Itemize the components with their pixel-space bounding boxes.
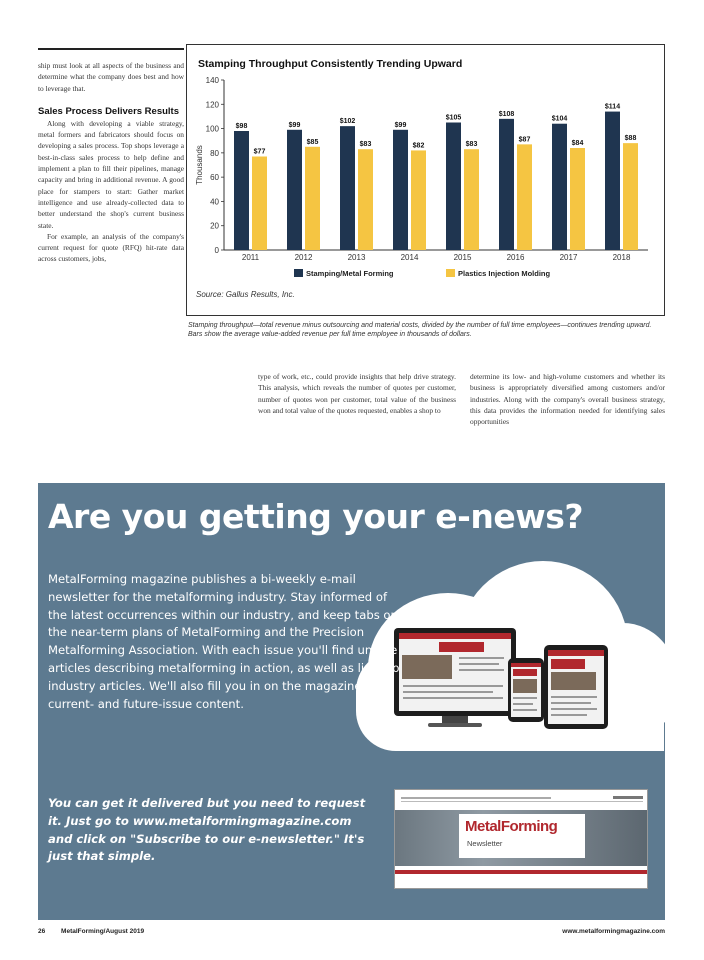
section-heading: Sales Process Delivers Results — [38, 105, 180, 117]
x-tick-label: 2014 — [400, 253, 419, 262]
bar-stamping — [605, 112, 620, 250]
data-label: $82 — [412, 142, 425, 150]
newsletter-logo-subtitle: Newsletter — [467, 839, 503, 848]
data-label: $99 — [394, 121, 407, 129]
ad-headline: Are you getting your e-news? — [48, 497, 583, 536]
data-label: $88 — [624, 135, 637, 143]
y-tick-label: 20 — [210, 221, 219, 231]
column-1-paragraph: For example, an analysis of the company's current request for quote (RFQ) hit-rate data across customers, jobs, — [38, 231, 184, 264]
data-label: $87 — [518, 136, 531, 144]
data-label: $85 — [306, 138, 319, 146]
data-label: $102 — [339, 118, 356, 126]
footer-website[interactable]: www.metalformingmagazine.com — [562, 928, 665, 935]
y-tick-label: 0 — [214, 246, 219, 255]
article-column-1 — [38, 60, 184, 265]
bar-stamping — [340, 126, 355, 250]
data-label: $77 — [253, 148, 266, 156]
bar-plastics — [411, 150, 426, 250]
legend-swatch-plastics — [446, 269, 455, 277]
bar-plastics — [517, 144, 532, 250]
y-tick-label: 60 — [210, 173, 219, 183]
data-label: $83 — [359, 141, 372, 149]
column-3-paragraph: determine its low- and high-volume customers and whether its business is appropriately diversified among customers and/or industries. Along with the company's overall business strategy, this data provides the information needed for identifying sales opportunities — [470, 372, 665, 427]
bar-plastics — [570, 148, 585, 250]
bar-chart — [190, 70, 660, 284]
data-label: $99 — [288, 121, 301, 129]
x-tick-label: 2012 — [294, 253, 313, 262]
data-label: $98 — [235, 123, 248, 130]
y-tick-label: 120 — [205, 100, 219, 110]
y-tick-label: 40 — [210, 197, 219, 207]
monitor-stand — [428, 723, 482, 727]
data-label: $105 — [445, 114, 462, 122]
desktop-monitor-image — [394, 628, 516, 716]
x-tick-label: 2015 — [453, 253, 472, 262]
data-label: $83 — [465, 141, 478, 149]
bar-stamping — [287, 130, 302, 250]
bar-stamping — [393, 130, 408, 250]
bar-stamping — [552, 124, 567, 250]
enews-advertisement[interactable] — [38, 483, 665, 920]
bar-stamping — [499, 119, 514, 250]
y-axis-label: Thousands — [195, 145, 204, 185]
bar-stamping — [446, 123, 461, 251]
ad-body-text — [48, 571, 408, 713]
data-label: $114 — [604, 103, 621, 111]
x-tick-label: 2017 — [559, 253, 578, 262]
top-rule — [38, 48, 184, 50]
y-tick-label: 100 — [205, 124, 219, 134]
ad-body: MetalForming magazine publishes a bi-weekly e-mail newsletter for the metalforming industry. Stay informed of the latest occurrences within our industry, and keep tabs on the near-term plans of MetalForming and the Precision Metalforming Association. With each issue you'll find unique articles describing metalforming in action, as well as links to industry articles. We'll also fill you in on the magazine's current- and future-issue content. — [48, 572, 400, 711]
figure-caption: Stamping throughput—total revenue minus outsourcing and material costs, divided by the number of full time employees—continues trending upward. Bars show the average value-added revenue per full time employee in thousands of dollars. — [188, 322, 652, 338]
newsletter-logo — [459, 814, 585, 858]
newsletter-preview-image — [394, 789, 648, 889]
tablet-image — [544, 645, 608, 729]
column-2-paragraph: type of work, etc., could provide insights that help drive strategy. This analysis, which reveals the number of quotes per customer, number of quotes won per customer, total value of the business won and total value of the quotes requested, enables a shop to — [258, 372, 456, 415]
x-tick-label: 2011 — [241, 253, 260, 262]
chart-source: Source: Gallus Results, Inc. — [196, 290, 295, 299]
x-tick-label: 2016 — [506, 253, 525, 262]
newsletter-logo-text: MetalForming — [465, 818, 558, 835]
data-label: $108 — [498, 110, 515, 118]
bar-stamping — [234, 131, 249, 250]
publication-name: MetalForming/August 2019 — [61, 928, 145, 935]
bar-plastics — [358, 149, 373, 250]
ad-call-to-action[interactable]: You can get it delivered but you need to request it. Just go to www.metalformingmagazine.com and click on "Subscribe to our e-newsletter." It's just that simple. — [48, 796, 366, 864]
legend-label: Stamping/Metal Forming — [306, 269, 394, 278]
article-column-3 — [470, 371, 665, 427]
chart-title: Stamping Throughput Consistently Trending Upward — [198, 58, 463, 70]
bar-plastics — [305, 147, 320, 250]
bar-plastics — [252, 157, 267, 251]
article-column-2 — [258, 371, 456, 416]
page-number: 26 — [38, 928, 46, 935]
data-label: $104 — [551, 115, 568, 123]
bar-plastics — [464, 149, 479, 250]
bar-plastics — [623, 143, 638, 250]
data-label: $84 — [571, 140, 584, 147]
column-1-intro: ship must look at all aspects of the business and determine what the company does best and how to leverage that. — [38, 61, 184, 93]
x-tick-label: 2013 — [347, 253, 366, 262]
legend-label: Plastics Injection Molding — [458, 269, 551, 278]
y-tick-label: 80 — [210, 148, 219, 158]
phone-image — [508, 658, 544, 722]
legend-swatch-stamping — [294, 269, 303, 277]
column-1-paragraph: Along with developing a viable strategy, metal formers and fabricators should focus on developing a sales process. Top shops leverage a best-in-class sales process to help define and implement a plan to fill their pipelines, manage capacity and bring in additional revenue. A good place for stampers to start: Gather market intelligence and use already-collected data to better understand the shop's current business state. — [38, 118, 184, 230]
y-tick-label: 140 — [205, 76, 219, 85]
footer-left — [38, 928, 144, 935]
x-tick-label: 2018 — [612, 253, 631, 262]
